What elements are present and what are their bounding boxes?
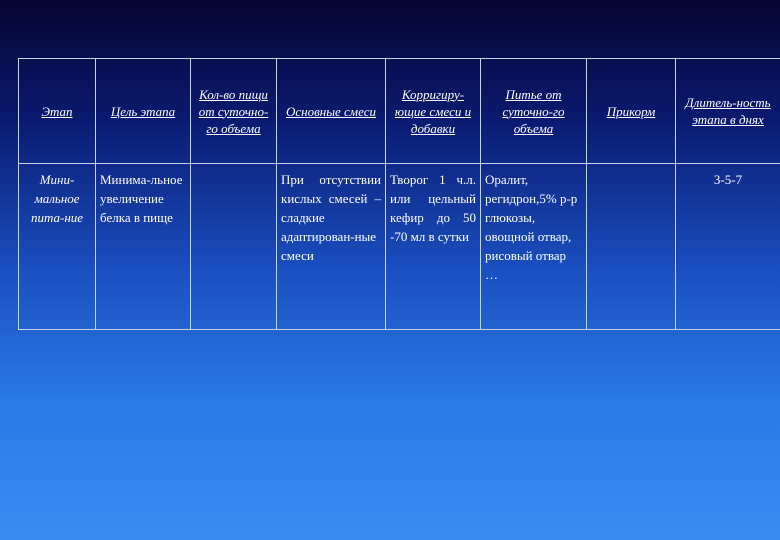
table-row: [19, 164, 780, 330]
cell-supplement: [587, 164, 676, 330]
feeding-stage-table: [18, 58, 780, 330]
header-stage: Этап: [19, 59, 96, 164]
header-correcting: Корригиру-ющие смеси и добавки: [386, 59, 481, 164]
header-supplement: Прикорм: [587, 59, 676, 164]
header-drink: Питье от суточно-го объема: [481, 59, 587, 164]
header-amount: Кол-во пищи от суточно-го объема: [191, 59, 277, 164]
cell-mixes: При отсутствии кислых смесей – сладкие адаптирован-ные смеси: [277, 164, 386, 330]
cell-duration: 3-5-7: [676, 164, 780, 330]
cell-correcting: Творог 1 ч.л. или цельный кефир до 50 -70 мл в сутки: [386, 164, 481, 330]
cell-goal: Минима-льное увеличение белка в пище: [96, 164, 191, 330]
cell-drink: Оралит, регидрон,5% р-р глюкозы, овощной отвар, рисовый отвар …: [481, 164, 587, 330]
header-duration: Длитель-ность этапа в днях: [676, 59, 780, 164]
cell-amount: [191, 164, 277, 330]
table-header-row: [19, 59, 780, 164]
header-goal: Цель этапа: [96, 59, 191, 164]
cell-stage: Мини-мальное пита-ние: [19, 164, 96, 330]
header-mixes: Основные смеси: [277, 59, 386, 164]
